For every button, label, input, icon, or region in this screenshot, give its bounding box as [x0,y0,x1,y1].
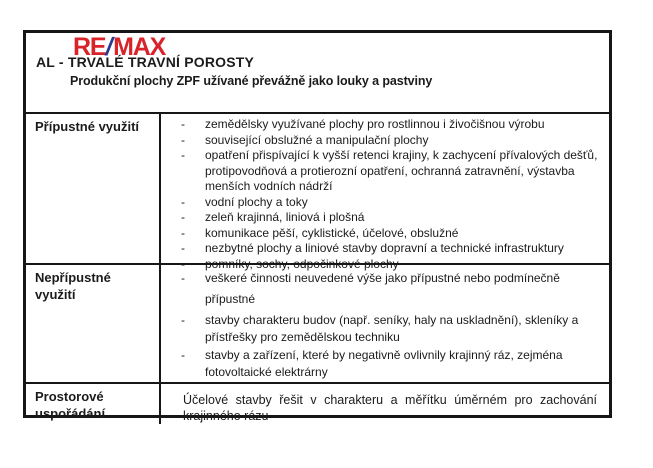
table-row-impermissible-use [26,263,609,382]
bullet-text: stavby charakteru budov (např. seníky, haly na uskladnění), skleníky a přístřešky pro zemědělskou techniku [205,313,579,344]
bullet-dash: - [181,210,185,224]
row-label-spatial-arrangement: Prostorové uspořádání [26,384,161,424]
page-title: AL - TRVALÉ TRAVNÍ POROSTY [36,54,255,70]
bullet-item [161,241,605,257]
bullet-item [161,226,605,242]
row-content-permissible-use [161,114,609,271]
bullet-item [161,347,605,381]
page-subtitle: Produkční plochy ZPF užívané převážně jako louky a pastviny [70,74,433,88]
bullet-list [161,117,605,272]
bullet-item [161,312,605,346]
bullet-dash: - [181,348,185,362]
bullet-dash: - [181,194,185,209]
bullet-item [161,117,605,133]
table-row-spatial-arrangement [26,382,609,424]
bullet-item [161,210,605,226]
bullet-item [161,133,605,149]
bullet-text: zemědělsky využívané plochy pro rostlinnou i živočišnou výrobu [205,117,545,131]
bullet-dash: - [181,225,185,240]
bullet-dash: - [181,241,185,255]
logo-re-text: RE [73,33,106,61]
bullet-item [161,148,605,195]
bullet-item [161,268,605,310]
bullet-text: veškeré činnosti neuvedené výše jako přípustné nebo podmínečně přípustné [205,271,560,306]
table-row-permissible-use [26,112,609,271]
logo-slash-text: / [103,33,116,61]
row-label-permissible-use: Přípustné využití [26,114,161,263]
bullet-dash: - [181,271,185,285]
bullet-text: související obslužné a manipulační plochy [205,132,429,147]
bullet-text: nezbytné plochy a liniové stavby dopravní a technické infrastruktury [205,241,564,255]
bullet-text: pomníky, sochy, odpočinkové plochy [205,256,399,271]
table-header-section [26,33,609,112]
bullet-text: opatření přispívající k vyšší retenci krajiny, k zachycení přívalových dešťů, protipovodňová a protierozní opatření, ochranná zatravnění, výstavba menších vodních nádrží [205,148,598,193]
row-content-impermissible-use [161,265,609,382]
bullet-dash: - [181,256,185,271]
bullet-dash: - [181,148,185,162]
bullet-list [161,268,605,381]
bullet-text: zeleň krajinná, liniová i plošná [205,210,365,224]
bullet-text: komunikace pěší, cyklistické, účelové, obslužné [205,225,459,240]
bullet-item [161,195,605,211]
logo-max-text: MAX [113,33,166,61]
bullet-dash: - [181,132,185,147]
bullet-dash: - [181,313,185,327]
spatial-arrangement-text: Účelové stavby řešit v charakteru a měřítku úměrném pro zachování krajinného rázu [183,393,597,423]
land-use-regulation-table [23,30,612,423]
bullet-dash: - [181,117,185,131]
bullet-text: stavby a zařízení, které by negativně ovlivnily krajinný ráz, zejména fotovoltaické elektrárny [205,348,563,379]
bullet-text: vodní plochy a toky [205,194,308,209]
row-content-spatial-arrangement [161,384,609,424]
row-label-impermissible-use: Nepřípustné využití [26,265,161,382]
